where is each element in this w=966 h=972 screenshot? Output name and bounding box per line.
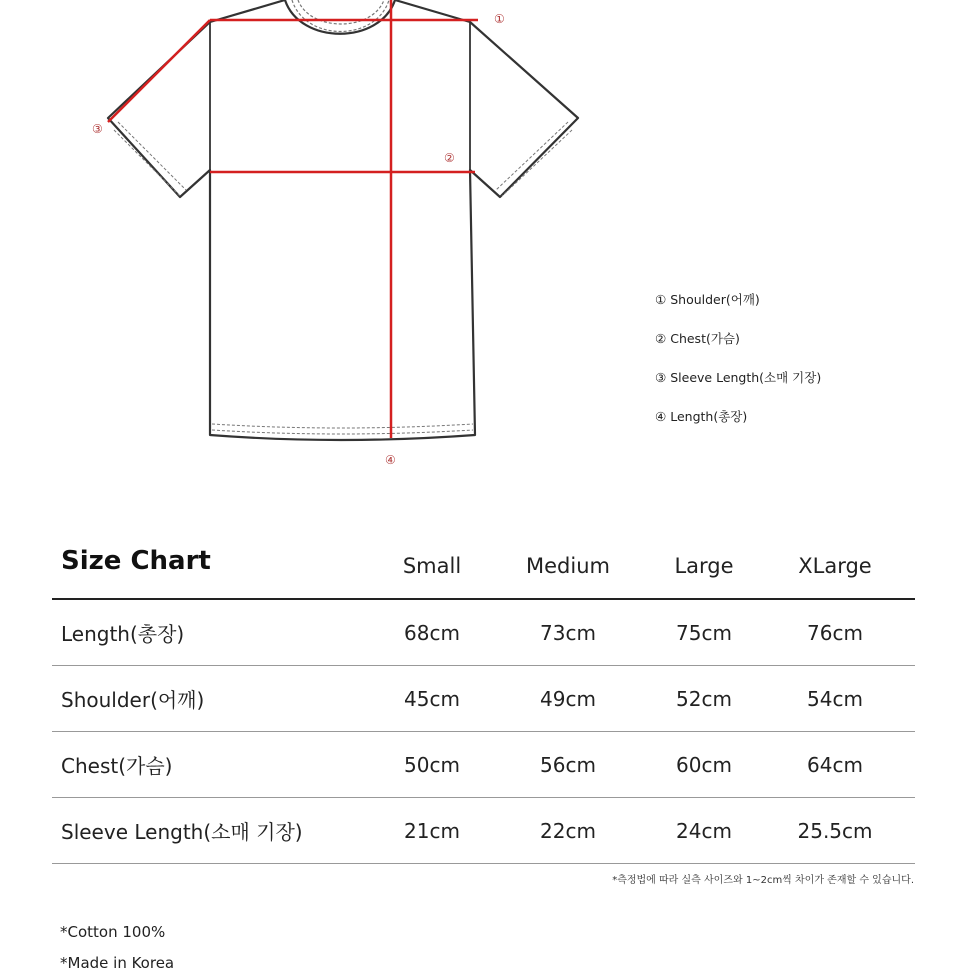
- marker-shoulder: ①: [494, 12, 505, 26]
- material-note: *Cotton 100%: [60, 923, 166, 941]
- table-cell: 50cm: [404, 753, 460, 777]
- table-cell: 56cm: [540, 753, 596, 777]
- table-cell: 52cm: [676, 687, 732, 711]
- table-cell: 73cm: [540, 621, 596, 645]
- size-header-large: Large: [674, 554, 734, 578]
- table-header: [52, 540, 915, 600]
- legend-number: ②: [655, 331, 667, 346]
- size-header-xlarge: XLarge: [798, 554, 872, 578]
- table-cell: 60cm: [676, 753, 732, 777]
- legend-item-shoulder: [655, 288, 821, 327]
- legend-label: Sleeve Length(소매 기장): [670, 370, 822, 385]
- table-cell: 21cm: [404, 819, 460, 843]
- legend-item-length: [655, 405, 821, 444]
- row-label: Shoulder(어깨): [61, 688, 205, 712]
- table-cell: 54cm: [807, 687, 863, 711]
- legend-number: ①: [655, 292, 667, 307]
- table-cell: 24cm: [676, 819, 732, 843]
- table-row-shoulder: [52, 666, 915, 732]
- table-cell: 49cm: [540, 687, 596, 711]
- table-cell: 68cm: [404, 621, 460, 645]
- table-cell: 75cm: [676, 621, 732, 645]
- size-chart-title: Size Chart: [61, 546, 211, 576]
- table-row-chest: [52, 732, 915, 798]
- marker-chest: ②: [444, 151, 455, 165]
- marker-sleeve: ③: [92, 122, 103, 136]
- size-chart-table: [52, 540, 915, 864]
- row-label: Sleeve Length(소매 기장): [61, 820, 303, 844]
- table-cell: 64cm: [807, 753, 863, 777]
- size-header-medium: Medium: [526, 554, 610, 578]
- row-label: Length(총장): [61, 622, 185, 646]
- legend-item-sleeve: [655, 366, 821, 405]
- legend-number: ③: [655, 370, 667, 385]
- legend-label: Shoulder(어깨): [670, 292, 760, 307]
- table-cell: 22cm: [540, 819, 596, 843]
- legend-label: Chest(가슴): [670, 331, 740, 346]
- origin-note: *Made in Korea: [60, 954, 175, 972]
- measurement-note: *측정법에 따라 실측 사이즈와 1~2cm씩 차이가 존재할 수 있습니다.: [612, 875, 914, 886]
- legend-number: ④: [655, 409, 667, 424]
- marker-length: ④: [385, 453, 396, 467]
- table-cell: 76cm: [807, 621, 863, 645]
- table-cell: 45cm: [404, 687, 460, 711]
- row-label: Chest(가슴): [61, 754, 173, 778]
- tshirt-outline: [108, 0, 578, 440]
- table-row-length: [52, 600, 915, 666]
- table-cell: 25.5cm: [797, 819, 873, 843]
- table-row-sleeve-length: [52, 798, 915, 864]
- size-header-small: Small: [402, 554, 462, 578]
- measurement-legend: [655, 288, 821, 444]
- legend-label: Length(총장): [670, 409, 748, 424]
- legend-item-chest: [655, 327, 821, 366]
